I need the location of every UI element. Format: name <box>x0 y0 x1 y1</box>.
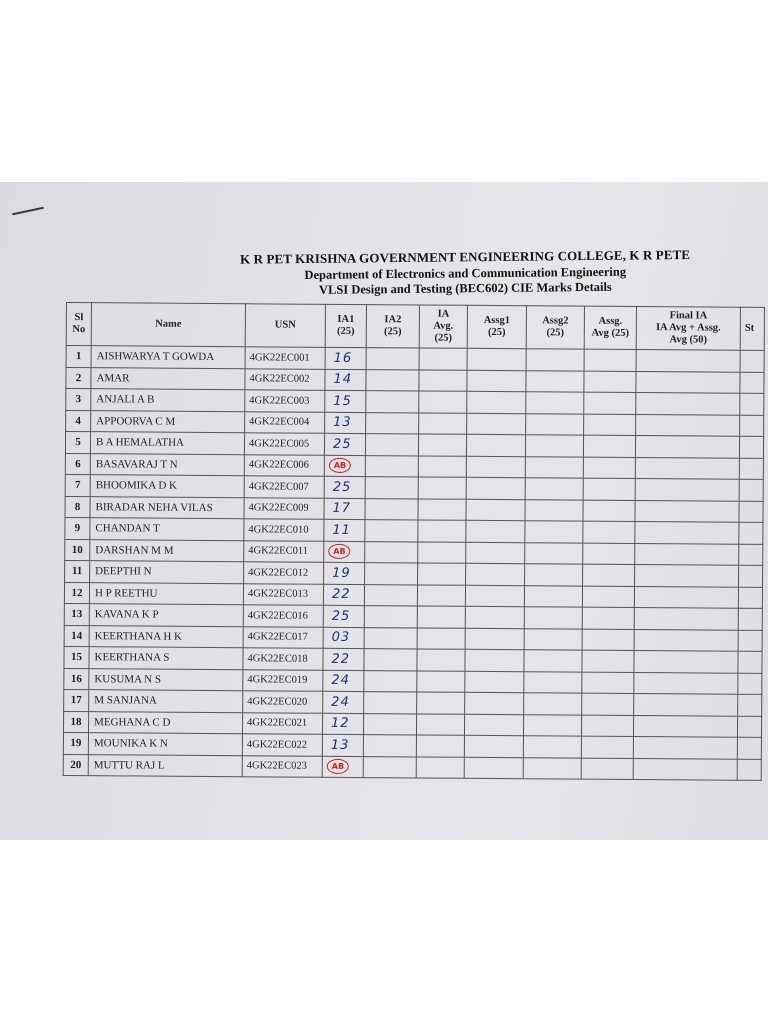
ia-avg-empty-cell <box>418 563 466 585</box>
assg1-empty-cell <box>465 671 524 693</box>
handwritten-mark: 22 <box>331 587 351 603</box>
final-ia-empty-cell <box>633 758 737 780</box>
cut-empty-cell <box>739 565 763 587</box>
sl-number-cell: 8 <box>65 496 90 518</box>
cut-empty-cell <box>740 350 764 372</box>
ia1-mark-cell <box>324 455 365 477</box>
assg1-empty-cell <box>467 348 526 370</box>
student-name-cell: KAVANA K P <box>89 604 243 627</box>
absent-mark: AB <box>327 759 349 774</box>
cut-empty-cell <box>740 415 764 437</box>
sl-number-cell: 5 <box>65 432 90 454</box>
student-name-cell: KEERTHANA S <box>89 647 243 670</box>
ia1-mark-cell <box>322 734 363 756</box>
final-ia-empty-cell <box>636 371 740 393</box>
handwritten-mark: 15 <box>333 393 352 409</box>
student-name-cell: MEGHANA C D <box>88 711 242 734</box>
col-name-header: Name <box>91 303 245 347</box>
cut-empty-cell <box>737 737 761 759</box>
assg1-empty-cell <box>465 649 524 671</box>
ia-avg-empty-cell <box>417 584 465 606</box>
ia1-mark-cell <box>323 584 364 606</box>
student-name-cell: CHANDAN T <box>90 518 244 541</box>
assg1-empty-cell <box>467 391 526 413</box>
assg2-empty-cell <box>523 736 581 758</box>
student-name-cell: KUSUMA N S <box>89 668 243 691</box>
usn-cell: 4GK22EC016 <box>243 605 323 627</box>
ia2-empty-cell <box>365 455 418 477</box>
handwritten-mark: 17 <box>332 501 352 517</box>
assg2-empty-cell <box>525 478 583 500</box>
assg-avg-empty-cell <box>583 435 635 457</box>
col-usn-header: USN <box>245 304 325 348</box>
usn-cell: 4GK22EC007 <box>244 476 324 498</box>
final-ia-empty-cell <box>635 478 739 500</box>
final-ia-empty-cell <box>635 435 739 457</box>
assg1-empty-cell <box>464 757 523 779</box>
final-ia-empty-cell <box>635 543 739 565</box>
assg2-empty-cell <box>524 585 582 607</box>
sl-number-cell: 19 <box>63 732 88 754</box>
usn-cell: 4GK22EC017 <box>243 626 323 648</box>
student-name-cell: AISHWARYA T GOWDA <box>91 346 245 369</box>
cut-empty-cell <box>739 458 763 480</box>
ia2-empty-cell <box>365 477 418 499</box>
sl-number-cell: 15 <box>64 646 89 668</box>
ia1-mark-cell <box>322 713 363 735</box>
assg1-empty-cell <box>466 499 525 521</box>
ia1-mark-cell <box>324 433 365 455</box>
assg-avg-empty-cell <box>583 564 635 586</box>
assg1-empty-cell <box>466 434 525 456</box>
assg-avg-empty-cell <box>583 500 635 522</box>
assg2-empty-cell <box>524 650 582 672</box>
sl-number-cell: 16 <box>64 668 89 690</box>
cut-empty-cell <box>738 673 762 695</box>
ia1-mark-cell <box>325 390 366 412</box>
cut-empty-cell <box>737 759 761 781</box>
subject-title: VLSI Design and Testing (BEC602) CIE Marks Details <box>318 279 612 297</box>
assg-avg-empty-cell <box>583 457 635 479</box>
handwritten-mark: 22 <box>331 651 351 667</box>
cut-empty-cell <box>738 651 762 673</box>
assg1-empty-cell <box>465 628 524 650</box>
assg-avg-empty-cell <box>582 586 634 608</box>
assg1-empty-cell <box>466 520 525 542</box>
ia-avg-empty-cell <box>418 477 466 499</box>
assg-avg-empty-cell <box>582 607 634 629</box>
ia2-empty-cell <box>364 627 417 649</box>
cut-empty-cell <box>739 501 763 523</box>
ia1-mark-cell <box>323 627 364 649</box>
cut-empty-cell <box>739 544 763 566</box>
ia2-empty-cell <box>363 756 416 778</box>
usn-cell: 4GK22EC009 <box>244 497 324 519</box>
final-ia-empty-cell <box>636 392 740 414</box>
final-ia-empty-cell <box>634 586 738 608</box>
handwritten-mark: 24 <box>331 673 350 689</box>
ia2-empty-cell <box>363 735 416 757</box>
ia1-mark-cell <box>325 412 366 434</box>
sl-number-cell: 9 <box>65 517 90 539</box>
ia-avg-empty-cell <box>417 670 465 692</box>
usn-cell: 4GK22EC022 <box>242 734 322 756</box>
student-name-cell: KEERTHANA H K <box>89 625 243 648</box>
assg-avg-empty-cell <box>583 543 635 565</box>
assg1-empty-cell <box>466 477 525 499</box>
student-name-cell: DARSHAN M M <box>90 539 244 562</box>
marks-table <box>63 302 765 781</box>
col-ia2-header: IA2 (25) <box>366 305 419 348</box>
student-name-cell: BIRADAR NEHA VILAS <box>90 496 244 519</box>
assg1-empty-cell <box>465 606 524 628</box>
sl-number-cell: 12 <box>64 582 89 604</box>
assg-avg-empty-cell <box>582 650 634 672</box>
ia1-mark-cell <box>323 605 364 627</box>
ia1-mark-cell <box>325 369 366 391</box>
final-ia-empty-cell <box>634 629 738 651</box>
ia-avg-empty-cell <box>417 649 465 671</box>
assg-avg-empty-cell <box>584 349 636 371</box>
table-row <box>63 754 761 780</box>
assg1-empty-cell <box>467 413 526 435</box>
ia1-mark-cell <box>324 498 365 520</box>
final-ia-empty-cell <box>634 672 738 694</box>
assg2-empty-cell <box>524 693 582 715</box>
usn-cell: 4GK22EC010 <box>244 519 324 541</box>
ia2-empty-cell <box>365 434 418 456</box>
col-assg1-header: Assg1 (25) <box>467 305 526 348</box>
department-name: Department of Electronics and Communication Engineering <box>304 264 627 283</box>
usn-cell: 4GK22EC012 <box>244 562 324 584</box>
cut-empty-cell <box>738 587 762 609</box>
col-assg-avg-header: Assg. Avg (25) <box>584 306 636 349</box>
assg1-empty-cell <box>464 735 523 757</box>
ia1-mark-cell <box>323 670 364 692</box>
ia2-empty-cell <box>365 520 418 542</box>
ia2-empty-cell <box>364 692 417 714</box>
handwritten-mark: 03 <box>331 630 351 646</box>
absent-mark: AB <box>328 544 350 559</box>
ia-avg-empty-cell <box>419 391 467 413</box>
final-ia-empty-cell <box>635 457 739 479</box>
absent-mark: AB <box>329 458 351 473</box>
ia1-mark-cell <box>324 519 365 541</box>
assg2-empty-cell <box>524 628 582 650</box>
assg-avg-empty-cell <box>583 478 635 500</box>
assg-avg-empty-cell <box>581 715 633 737</box>
student-name-cell: AMAR <box>91 367 245 390</box>
final-ia-empty-cell <box>634 650 738 672</box>
student-name-cell: M SANJANA <box>89 690 243 713</box>
ia2-empty-cell <box>364 649 417 671</box>
handwritten-mark: 16 <box>333 350 353 366</box>
assg2-empty-cell <box>525 564 583 586</box>
student-name-cell: BHOOMIKA D K <box>90 475 244 498</box>
college-name: K R PET KRISHNA GOVERNMENT ENGINEERING COLLEGE, K R PETE <box>239 246 691 267</box>
final-ia-empty-cell <box>633 736 737 758</box>
ia-avg-empty-cell <box>416 713 464 735</box>
cut-empty-cell <box>739 479 763 501</box>
cut-empty-cell <box>737 716 761 738</box>
assg2-empty-cell <box>524 671 582 693</box>
assg2-empty-cell <box>525 542 583 564</box>
assg2-empty-cell <box>525 499 583 521</box>
final-ia-empty-cell <box>634 607 738 629</box>
handwritten-mark: 14 <box>333 372 353 388</box>
col-cut-header: St <box>740 307 764 350</box>
sl-number-cell: 11 <box>65 560 90 582</box>
assg2-empty-cell <box>526 392 584 414</box>
assg-avg-empty-cell <box>584 414 636 436</box>
assg1-empty-cell <box>464 714 523 736</box>
assg-avg-empty-cell <box>581 758 633 780</box>
assg2-empty-cell <box>526 349 584 371</box>
cut-empty-cell <box>740 372 764 394</box>
ia-avg-empty-cell <box>418 455 466 477</box>
assg-avg-empty-cell <box>584 392 636 414</box>
assg1-empty-cell <box>466 542 525 564</box>
assg-avg-empty-cell <box>583 521 635 543</box>
assg1-empty-cell <box>466 456 525 478</box>
sl-number-cell: 2 <box>66 367 91 389</box>
usn-cell: 4GK22EC006 <box>244 454 324 476</box>
sl-number-cell: 13 <box>64 603 89 625</box>
final-ia-empty-cell <box>635 521 739 543</box>
ia1-mark-cell <box>324 562 365 584</box>
cut-empty-cell <box>738 694 762 716</box>
ia-avg-empty-cell <box>418 541 466 563</box>
document-header <box>210 247 720 299</box>
usn-cell: 4GK22EC004 <box>245 411 325 433</box>
usn-cell: 4GK22EC019 <box>243 669 323 691</box>
sl-number-cell: 14 <box>64 625 89 647</box>
student-name-cell: DEEPTHI N <box>90 561 244 584</box>
sl-number-cell: 7 <box>65 474 90 496</box>
sl-number-cell: 18 <box>63 711 88 733</box>
usn-cell: 4GK22EC023 <box>242 755 322 777</box>
cut-empty-cell <box>738 630 762 652</box>
sl-number-cell: 3 <box>66 389 91 411</box>
assg2-empty-cell <box>524 607 582 629</box>
assg-avg-empty-cell <box>584 371 636 393</box>
usn-cell: 4GK22EC001 <box>245 347 325 369</box>
cut-empty-cell <box>740 393 764 415</box>
student-name-cell: APPOORVA C M <box>91 410 245 433</box>
col-ia1-header: IA1 (25) <box>325 304 366 347</box>
ia2-empty-cell <box>366 412 419 434</box>
usn-cell: 4GK22EC002 <box>245 368 325 390</box>
table-body <box>63 346 764 781</box>
ia-avg-empty-cell <box>417 692 465 714</box>
ia-avg-empty-cell <box>419 348 467 370</box>
final-ia-empty-cell <box>633 715 737 737</box>
final-ia-empty-cell <box>635 564 739 586</box>
student-name-cell: H P REETHU <box>89 582 243 605</box>
assg2-empty-cell <box>525 456 583 478</box>
handwritten-mark: 11 <box>332 522 352 538</box>
col-assg2-header: Assg2 (25) <box>526 306 584 349</box>
handwritten-mark: 25 <box>331 608 351 624</box>
ia-avg-empty-cell <box>416 756 464 778</box>
ia2-empty-cell <box>364 670 417 692</box>
sl-number-cell: 1 <box>66 346 91 368</box>
final-ia-empty-cell <box>636 349 740 371</box>
student-name-cell: MUTTU RAJ L <box>88 754 242 777</box>
sl-number-cell: 20 <box>63 754 88 776</box>
assg-avg-empty-cell <box>582 672 634 694</box>
ia2-empty-cell <box>365 541 418 563</box>
final-ia-empty-cell <box>636 414 740 436</box>
usn-cell: 4GK22EC021 <box>242 712 322 734</box>
usn-cell: 4GK22EC005 <box>244 433 324 455</box>
ia1-mark-cell <box>324 476 365 498</box>
assg-avg-empty-cell <box>581 736 633 758</box>
final-ia-empty-cell <box>635 500 739 522</box>
ia1-mark-cell <box>323 691 364 713</box>
handwritten-mark: 25 <box>332 436 352 452</box>
assg2-empty-cell <box>526 413 584 435</box>
marks-table-wrapper <box>63 302 765 781</box>
sl-number-cell: 4 <box>66 410 91 432</box>
ia-avg-empty-cell <box>419 412 467 434</box>
ia1-mark-cell <box>323 648 364 670</box>
ia2-empty-cell <box>364 584 417 606</box>
assg2-empty-cell <box>526 370 584 392</box>
ia2-empty-cell <box>366 391 419 413</box>
handwritten-mark: 12 <box>331 716 350 732</box>
col-final-ia-header: Final IA IA Avg + Assg. Avg (50) <box>636 306 740 350</box>
handwritten-mark: 19 <box>332 565 351 581</box>
sl-number-cell: 17 <box>64 689 89 711</box>
ia-avg-empty-cell <box>418 498 466 520</box>
ia2-empty-cell <box>365 563 418 585</box>
assg2-empty-cell <box>525 435 583 457</box>
assg-avg-empty-cell <box>582 693 634 715</box>
handwritten-mark: 24 <box>331 694 350 710</box>
ia1-mark-cell <box>325 347 366 369</box>
student-name-cell: B A HEMALATHA <box>90 432 244 455</box>
ia2-empty-cell <box>364 606 417 628</box>
cut-empty-cell <box>739 522 763 544</box>
ia-avg-empty-cell <box>417 606 465 628</box>
ia-avg-empty-cell <box>417 627 465 649</box>
table-header-row <box>66 303 764 351</box>
assg2-empty-cell <box>523 714 581 736</box>
student-name-cell: BASAVARAJ T N <box>90 453 244 476</box>
assg1-empty-cell <box>465 585 524 607</box>
ia2-empty-cell <box>363 713 416 735</box>
ia-avg-empty-cell <box>419 369 467 391</box>
assg1-empty-cell <box>466 563 525 585</box>
ia-avg-empty-cell <box>416 735 464 757</box>
ia1-mark-cell <box>322 756 363 778</box>
usn-cell: 4GK22EC020 <box>243 691 323 713</box>
student-name-cell: MOUNIKA K N <box>88 733 242 756</box>
ia1-mark-cell <box>324 541 365 563</box>
handwritten-mark: 13 <box>333 415 352 431</box>
assg2-empty-cell <box>523 757 581 779</box>
handwritten-mark: 13 <box>330 737 350 753</box>
ia-avg-empty-cell <box>418 434 466 456</box>
handwritten-mark: 25 <box>332 479 352 495</box>
assg-avg-empty-cell <box>582 629 634 651</box>
usn-cell: 4GK22EC003 <box>245 390 325 412</box>
col-sl-header: Sl No <box>66 303 91 346</box>
assg1-empty-cell <box>467 370 526 392</box>
col-ia-avg-header: IA Avg. (25) <box>419 305 467 348</box>
ia2-empty-cell <box>365 498 418 520</box>
cut-empty-cell <box>738 608 762 630</box>
cut-empty-cell <box>739 436 763 458</box>
ia2-empty-cell <box>366 348 419 370</box>
ia2-empty-cell <box>366 369 419 391</box>
final-ia-empty-cell <box>634 693 738 715</box>
assg2-empty-cell <box>525 521 583 543</box>
sl-number-cell: 10 <box>65 539 90 561</box>
assg1-empty-cell <box>465 692 524 714</box>
sl-number-cell: 6 <box>65 453 90 475</box>
ia-avg-empty-cell <box>418 520 466 542</box>
usn-cell: 4GK22EC011 <box>244 540 324 562</box>
usn-cell: 4GK22EC013 <box>243 583 323 605</box>
usn-cell: 4GK22EC018 <box>243 648 323 670</box>
student-name-cell: ANJALI A B <box>91 389 245 412</box>
